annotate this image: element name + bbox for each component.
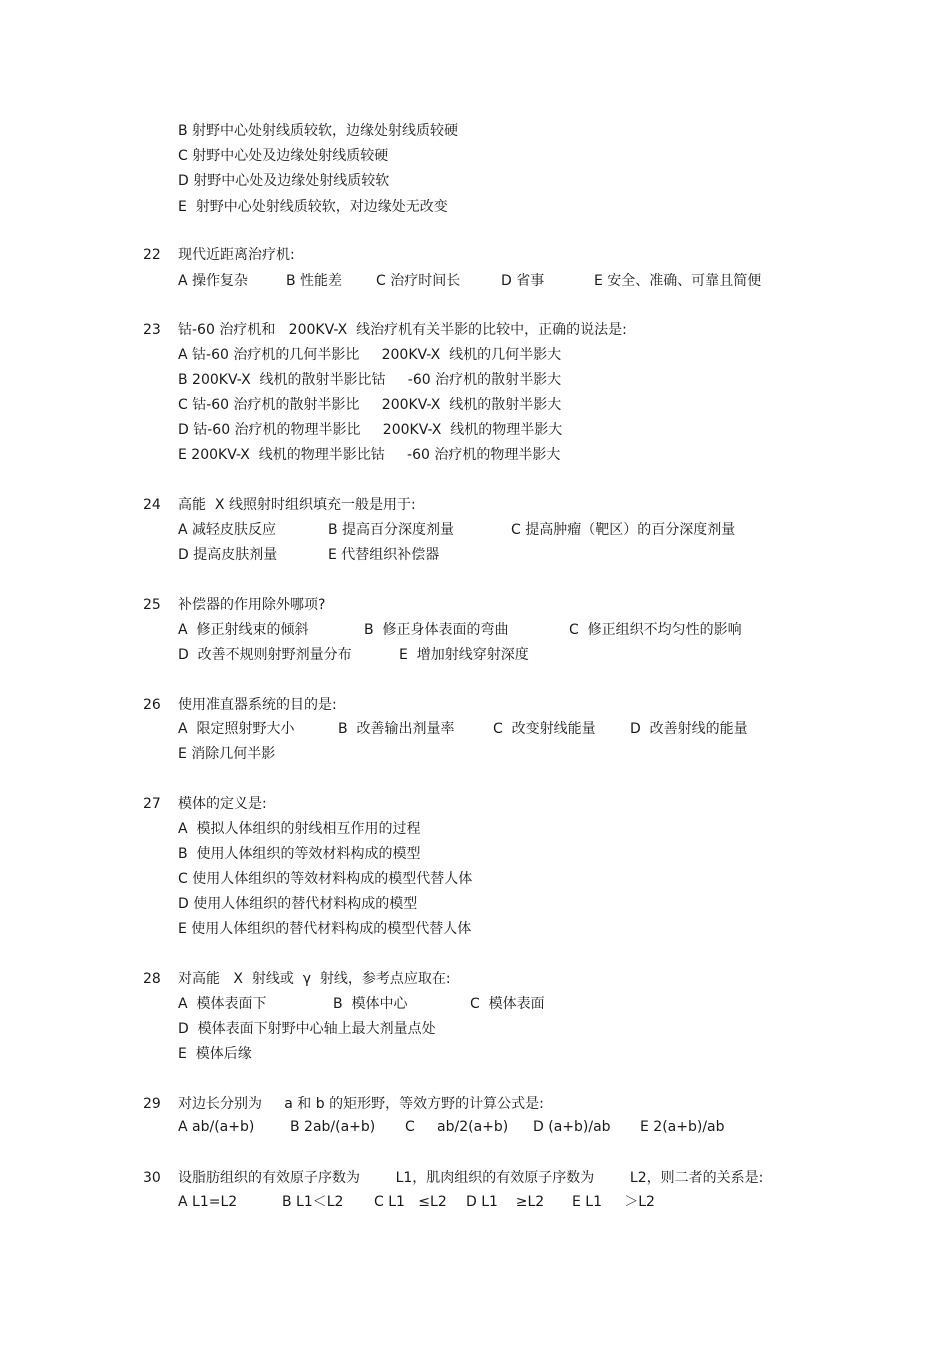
option: C 提高肿瘤（靶区）的百分深度剂量 (511, 522, 736, 538)
question-number: 24 (143, 497, 161, 513)
option: C L1 ≤L2 (374, 1194, 447, 1210)
option: B 修正身体表面的弯曲 (364, 622, 509, 638)
option: E 消除几何半影 (178, 746, 276, 762)
option: D 改善不规则射野剂量分布 (178, 647, 352, 663)
option: C 使用人体组织的等效材料构成的模型代替人体 (178, 871, 473, 887)
option: B 提高百分深度剂量 (328, 522, 455, 538)
question-stem: 设脂肪组织的有效原子序数为 L1，肌肉组织的有效原子序数为 L2，则二者的关系是: (178, 1170, 764, 1186)
option: C 修正组织不均匀性的影响 (569, 622, 742, 638)
option: E 增加射线穿射深度 (399, 647, 529, 663)
option: B 性能差 (286, 273, 343, 289)
option: B L1＜L2 (282, 1194, 344, 1210)
option: A L1=L2 (178, 1194, 238, 1210)
question-number: 28 (143, 971, 161, 987)
lead-option-e: E 射野中心处射线质较软，对边缘处无改变 (178, 199, 448, 215)
lead-option-c: C 射野中心处及边缘处射线质较硬 (178, 148, 389, 164)
question-stem: 模体的定义是: (178, 796, 267, 812)
question-number: 27 (143, 796, 161, 812)
option: C 治疗时间长 (376, 273, 461, 289)
question-number: 23 (143, 322, 161, 338)
question-stem: 使用准直器系统的目的是: (178, 697, 337, 713)
option: A 模拟人体组织的射线相互作用的过程 (178, 821, 421, 837)
question-stem: 高能 X 线照射时组织填充一般是用于: (178, 497, 416, 513)
option: E 安全、准确、可靠且简便 (594, 273, 762, 289)
option: B 改善输出剂量率 (338, 721, 455, 737)
option: C 钴-60 治疗机的散射半影比 200KV-X 线机的散射半影大 (178, 397, 562, 413)
option: E 使用人体组织的替代材料构成的模型代替人体 (178, 921, 472, 937)
option: D 钴-60 治疗机的物理半影比 200KV-X 线机的物理半影大 (178, 422, 563, 438)
question-number: 26 (143, 697, 161, 713)
option: A 钴-60 治疗机的几何半影比 200KV-X 线机的几何半影大 (178, 347, 562, 363)
question-number: 25 (143, 597, 161, 613)
option: A 模体表面下 (178, 996, 267, 1012)
option: B 模体中心 (333, 996, 408, 1012)
option: D 改善射线的能量 (630, 721, 748, 737)
option: A 减轻皮肤反应 (178, 522, 277, 538)
option: D 使用人体组织的替代材料构成的模型 (178, 896, 418, 912)
lead-option-b: B 射野中心处射线质较软，边缘处射线质较硬 (178, 123, 459, 139)
option: C 改变射线能量 (493, 721, 596, 737)
question-stem: 补偿器的作用除外哪项? (178, 597, 326, 613)
question-stem: 对边长分别为 a 和 b 的矩形野，等效方野的计算公式是: (178, 1096, 544, 1112)
option: C ab/2(a+b) (405, 1119, 509, 1135)
option: E 模体后缘 (178, 1046, 252, 1062)
option: A 限定照射野大小 (178, 721, 295, 737)
option: E L1 ＞L2 (572, 1194, 655, 1210)
option: B 使用人体组织的等效材料构成的模型 (178, 846, 421, 862)
option: D 提高皮肤剂量 (178, 547, 278, 563)
option: E 代替组织补偿器 (328, 547, 440, 563)
lead-option-d: D 射野中心处及边缘处射线质较软 (178, 173, 390, 189)
question-stem: 钴-60 治疗机和 200KV-X 线治疗机有关半影的比较中，正确的说法是: (178, 322, 627, 338)
option: E 2(a+b)/ab (640, 1119, 725, 1135)
option: D 模体表面下射野中心轴上最大剂量点处 (178, 1021, 436, 1037)
question-number: 30 (143, 1170, 161, 1186)
option: D (a+b)/ab (533, 1119, 611, 1135)
option: B 2ab/(a+b) (290, 1119, 376, 1135)
option: D L1 ≥L2 (466, 1194, 545, 1210)
option: A 修正射线束的倾斜 (178, 622, 309, 638)
option: A 操作复杂 (178, 273, 249, 289)
question-stem: 现代近距离治疗机: (178, 247, 295, 263)
question-stem: 对高能 X 射线或 γ 射线，参考点应取在: (178, 971, 451, 987)
option: D 省事 (501, 273, 545, 289)
option: E 200KV-X 线机的物理半影比钴 -60 治疗机的物理半影大 (178, 447, 561, 463)
question-number: 29 (143, 1096, 161, 1112)
option: A ab/(a+b) (178, 1119, 255, 1135)
option: C 模体表面 (470, 996, 545, 1012)
option: B 200KV-X 线机的散射半影比钴 -60 治疗机的散射半影大 (178, 372, 562, 388)
question-number: 22 (143, 247, 161, 263)
